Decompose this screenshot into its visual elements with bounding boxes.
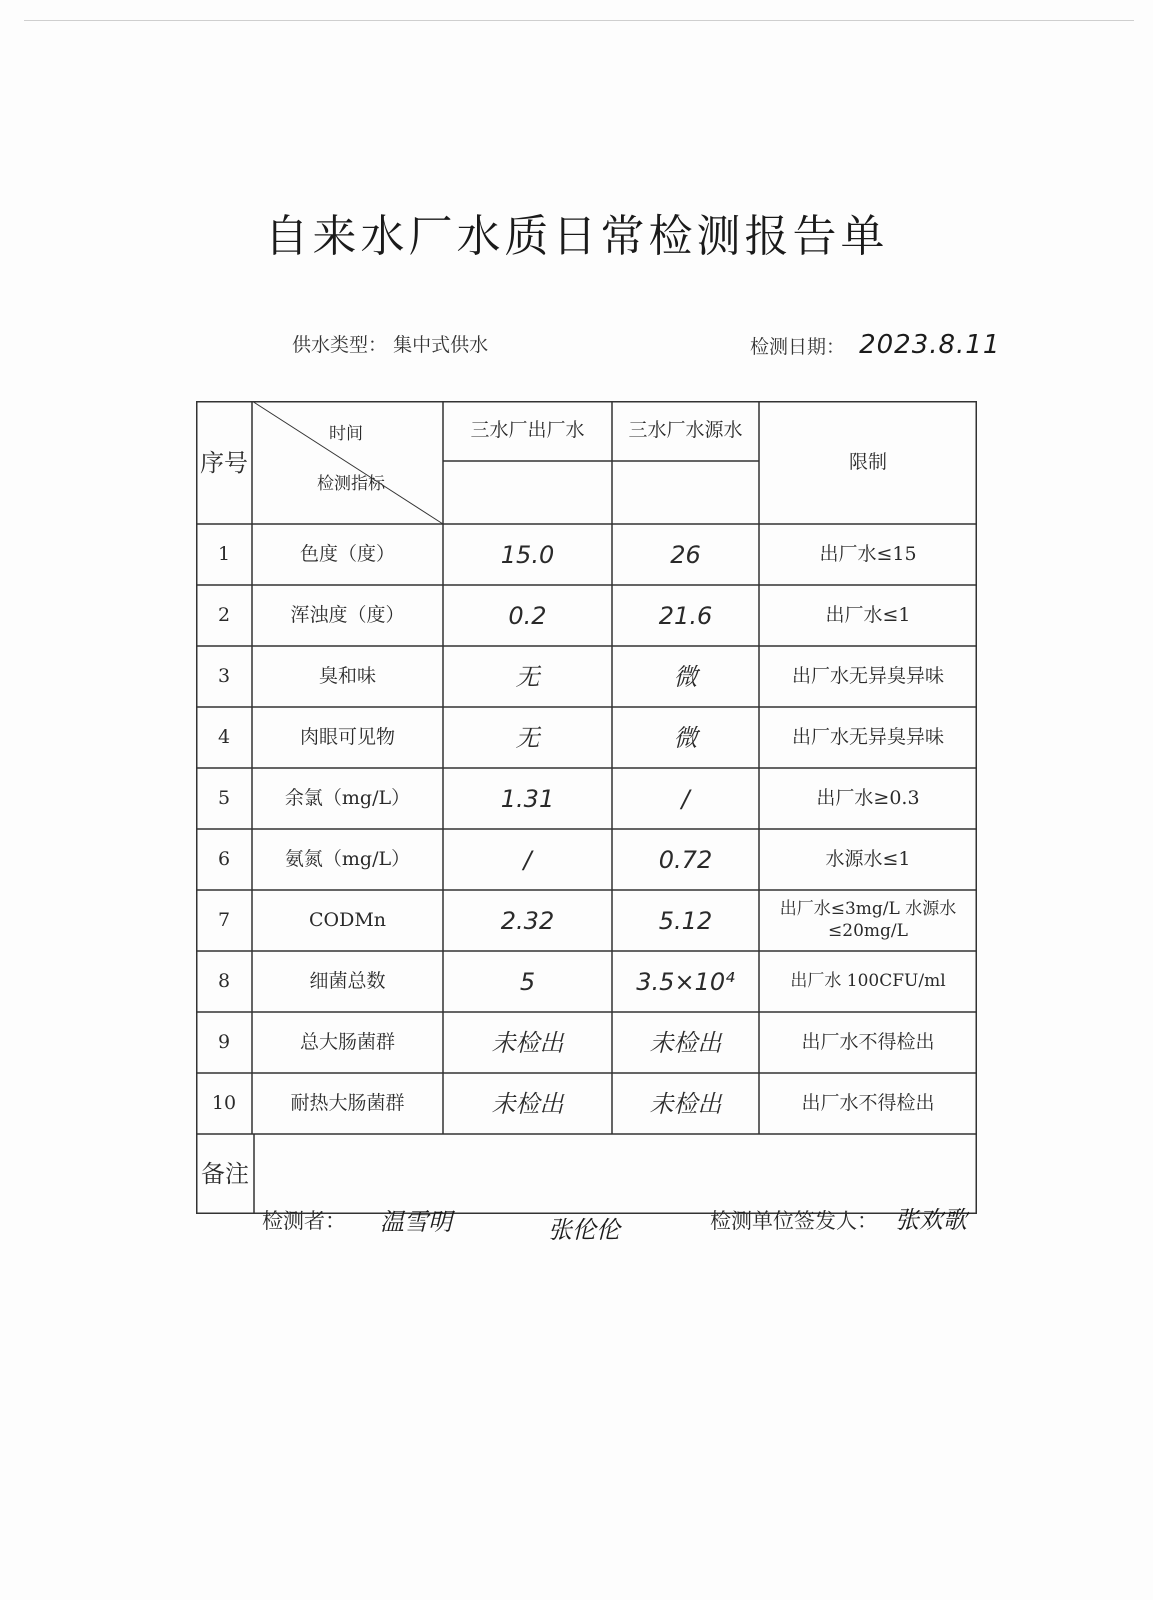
issuer-signature: 张欢歌	[895, 1206, 967, 1234]
row-5-no: 5	[217, 786, 231, 809]
row-8-outlet: 5	[519, 967, 536, 996]
row-8-no: 8	[217, 969, 231, 992]
supply-type-value: 集中式供水	[393, 334, 489, 356]
row-7-no: 7	[217, 908, 231, 931]
row-4-limit: 出厂水无异臭异味	[791, 725, 944, 748]
row-9-outlet: 未检出	[491, 1028, 564, 1057]
row-2-source: 21.6	[658, 601, 713, 630]
row-1-source: 26	[670, 540, 701, 569]
row-4-source: 微	[673, 723, 698, 752]
row-2-limit: 出厂水≤1	[825, 603, 911, 626]
row-10-no: 10	[211, 1091, 237, 1114]
row-7-limit: 出厂水≤3mg/L 水源水≤20mg/L	[779, 899, 957, 941]
header-outlet-water: 三水厂出厂水	[470, 419, 585, 442]
row-2-item: 浑浊度（度）	[290, 603, 405, 626]
row-4-no: 4	[217, 725, 231, 748]
row-3-no: 3	[217, 664, 231, 687]
row-8-source: 3.5×10⁴	[636, 967, 735, 996]
page-title: 自来水厂水质日常检测报告单	[264, 211, 889, 262]
tester-2-signature: 张伦伦	[548, 1216, 620, 1244]
issuer-label: 检测单位签发人：	[710, 1209, 878, 1233]
test-date	[750, 330, 1000, 360]
row-6-item: 氨氮（mg/L）	[284, 847, 411, 870]
row-10-source: 未检出	[649, 1089, 722, 1118]
scan-edge-line	[24, 20, 1134, 21]
row-3-limit: 出厂水无异臭异味	[791, 664, 944, 687]
test-date-label: 检测日期：	[750, 336, 846, 358]
row-9-limit: 出厂水不得检出	[801, 1030, 935, 1053]
supply-type	[292, 330, 488, 357]
row-7-item: CODMn	[308, 908, 387, 931]
row-3-source: 微	[673, 662, 698, 691]
report-table	[196, 401, 977, 1214]
row-6-outlet: /	[523, 845, 532, 874]
row-5-source: /	[681, 784, 690, 813]
row-5-limit: 出厂水≥0.3	[816, 786, 920, 809]
row-8-item: 细菌总数	[309, 969, 386, 992]
row-5-item: 余氯（mg/L）	[284, 786, 411, 809]
header-time: 时间	[329, 424, 363, 445]
row-8-limit: 出厂水 100CFU/ml	[790, 970, 946, 991]
supply-type-label: 供水类型：	[292, 334, 388, 356]
test-date-value: 2023.8.11	[859, 330, 1001, 360]
row-2-outlet: 0.2	[508, 601, 547, 630]
row-7-outlet: 2.32	[500, 906, 555, 935]
row-10-item: 耐热大肠菌群	[290, 1091, 405, 1114]
row-9-source: 未检出	[649, 1028, 722, 1057]
row-10-outlet: 未检出	[491, 1089, 564, 1118]
row-6-limit: 水源水≤1	[825, 847, 911, 870]
header-serial: 序号	[200, 448, 248, 477]
row-1-no: 1	[217, 542, 231, 565]
row-7-source: 5.12	[658, 906, 713, 935]
row-3-item: 臭和味	[318, 664, 376, 687]
row-9-no: 9	[217, 1030, 231, 1053]
header-source-water: 三水厂水源水	[628, 419, 743, 442]
tester-1-signature: 温雪明	[380, 1208, 452, 1236]
row-2-no: 2	[217, 603, 231, 626]
row-9-item: 总大肠菌群	[299, 1030, 395, 1053]
header-limit: 限制	[848, 450, 887, 473]
remarks-value	[254, 1134, 977, 1214]
tester-label: 检测者：	[262, 1209, 346, 1233]
row-10-limit: 出厂水不得检出	[801, 1091, 935, 1114]
row-1-limit: 出厂水≤15	[819, 542, 917, 565]
row-5-outlet: 1.31	[500, 784, 555, 813]
row-4-item: 肉眼可见物	[299, 725, 395, 748]
row-1-outlet: 15.0	[500, 540, 555, 569]
row-3-outlet: 无	[515, 662, 540, 691]
remarks-label: 备注	[201, 1160, 249, 1188]
row-6-no: 6	[217, 847, 231, 870]
header-indicator: 检测指标	[317, 474, 385, 495]
row-1-item: 色度（度）	[299, 542, 395, 565]
row-4-outlet: 无	[515, 723, 540, 752]
row-6-source: 0.72	[658, 845, 713, 874]
